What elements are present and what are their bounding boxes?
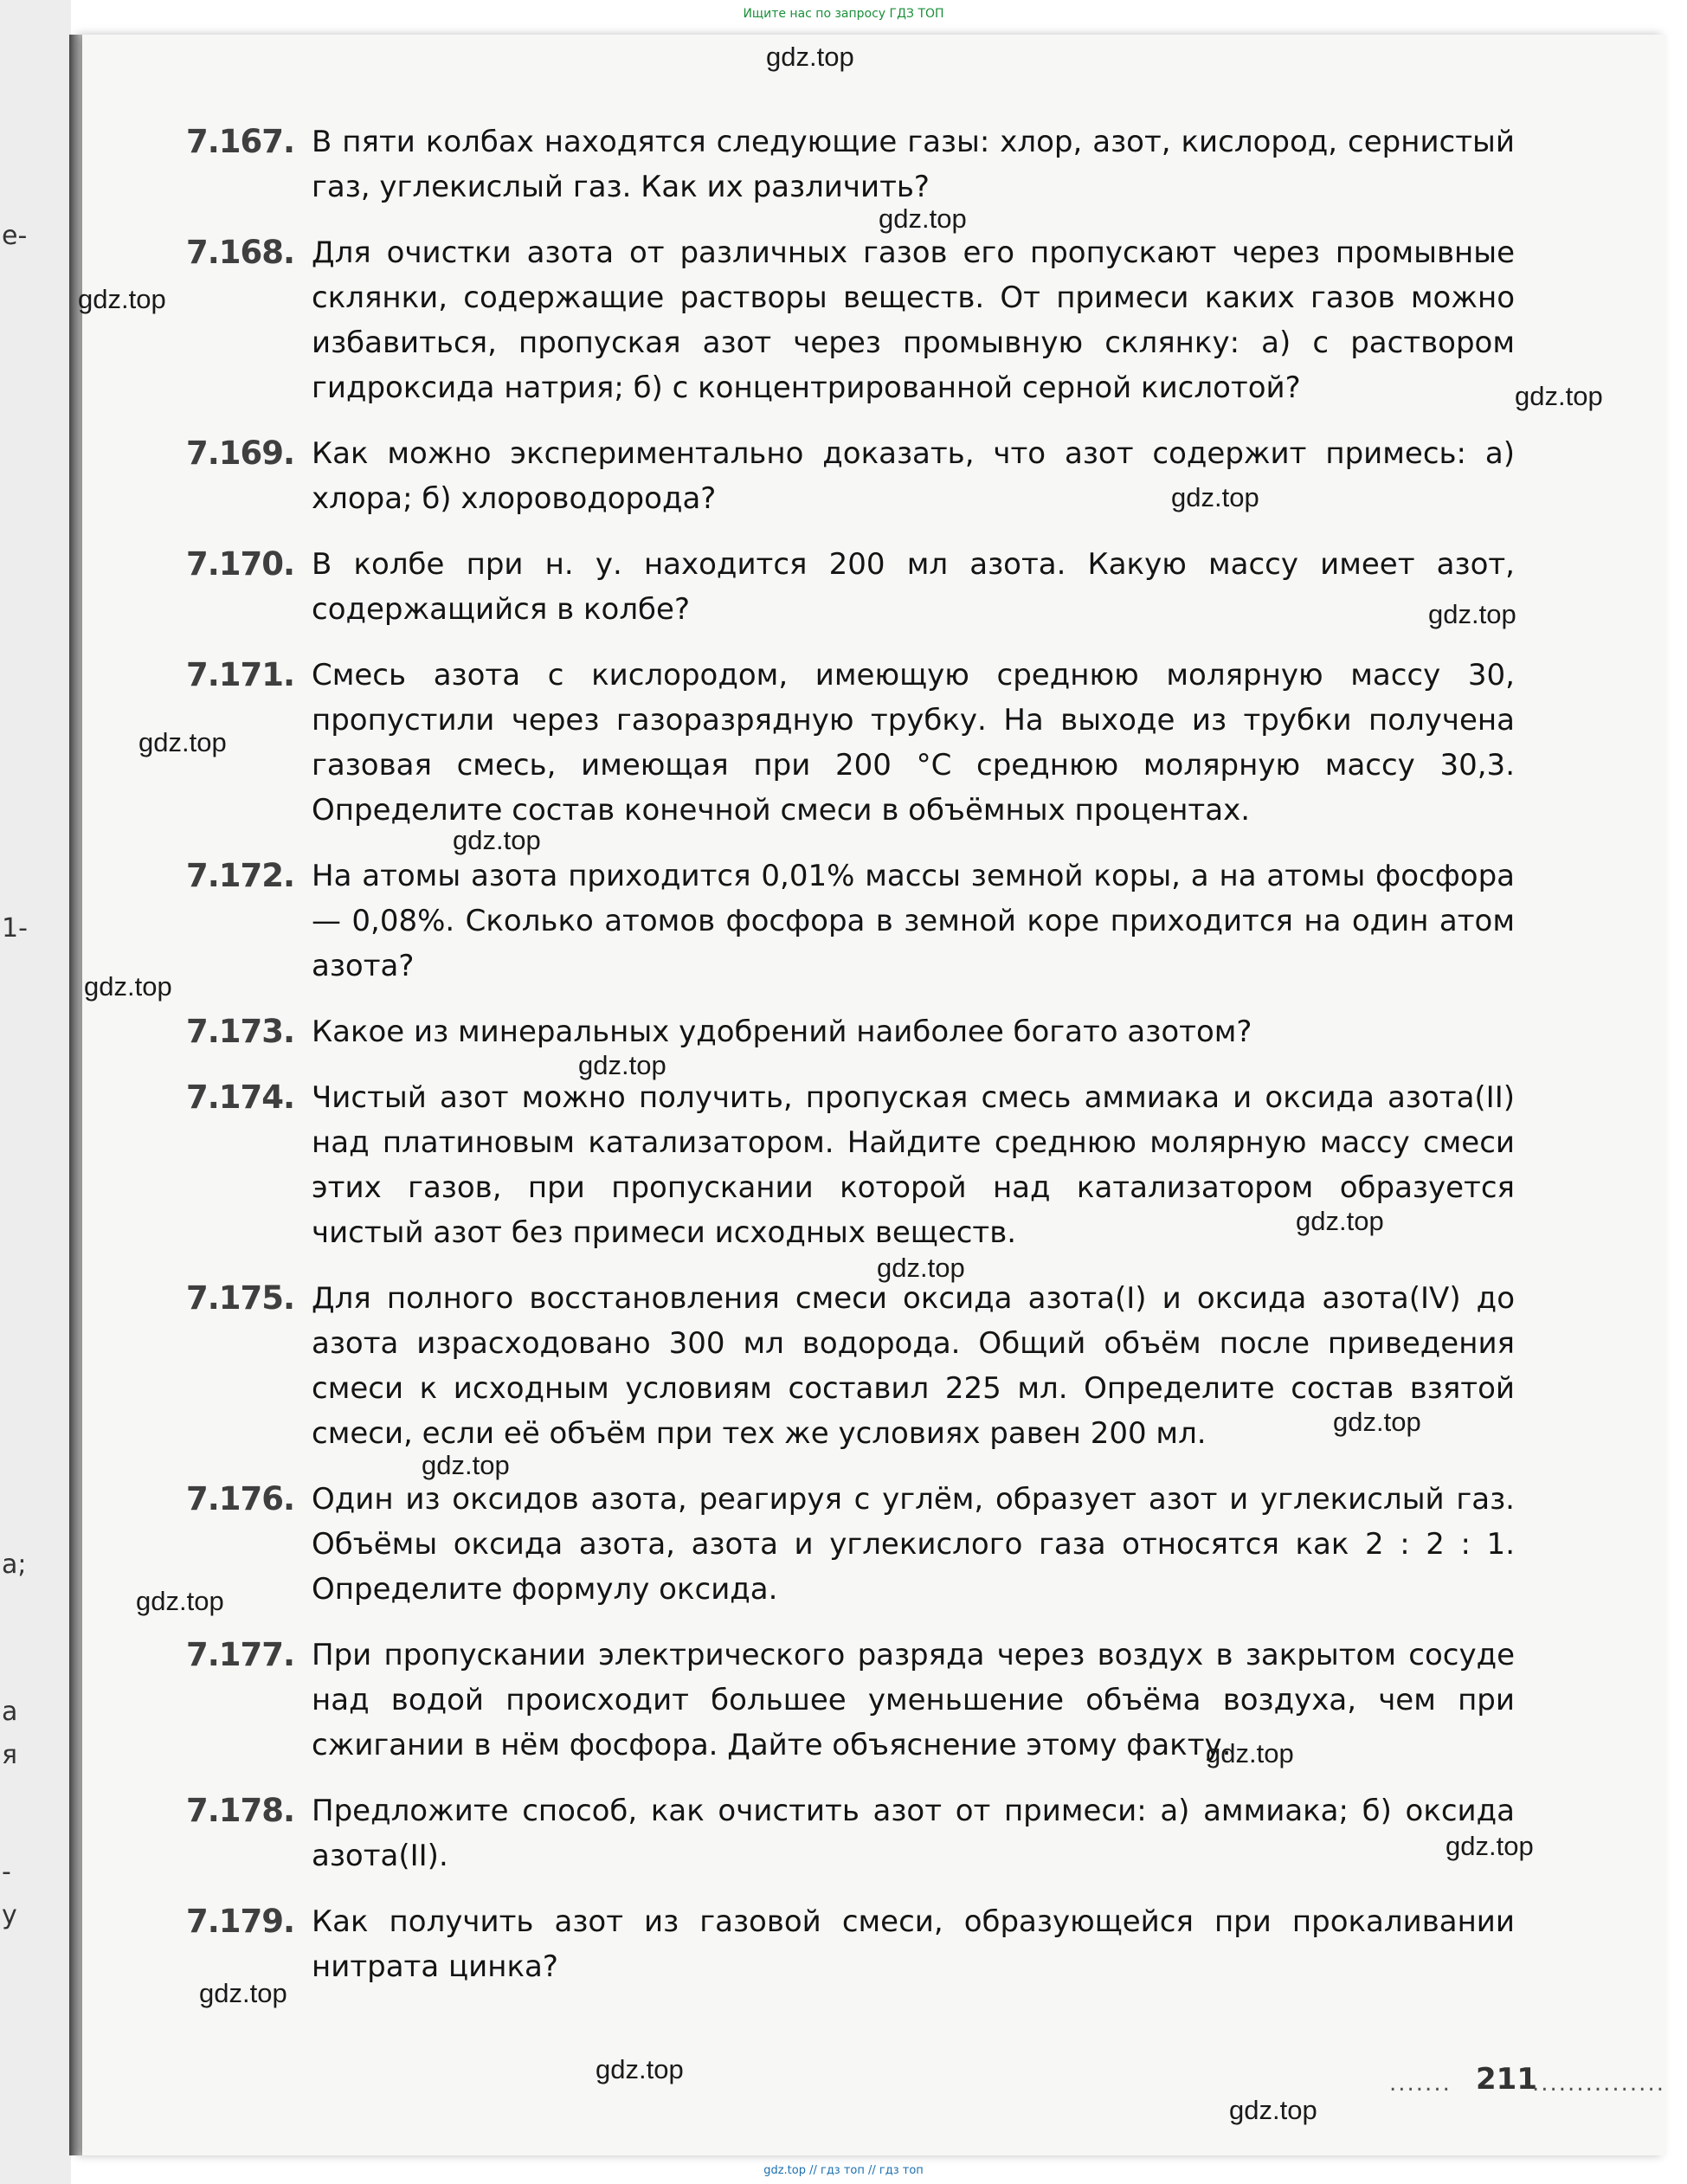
watermark: gdz.top xyxy=(1446,1831,1534,1861)
problem-text: В пяти колбах находятся следующие газы: хлор, азот, кислород, сернистый газ, углекислый газ. Как их различить? xyxy=(312,125,1515,204)
leader-dots: ............... xyxy=(1532,2071,1665,2097)
problem-number: 7.171. xyxy=(186,656,295,693)
watermark: gdz.top xyxy=(879,203,967,234)
watermark: gdz.top xyxy=(1333,1407,1421,1437)
watermark: gdz.top xyxy=(136,1586,224,1616)
problem-item xyxy=(186,1009,1515,1054)
problem-list xyxy=(186,119,1515,2010)
left-margin-fragment: а xyxy=(2,1697,18,1727)
problem-item xyxy=(186,119,1515,209)
watermark: gdz.top xyxy=(766,42,854,72)
problem-item xyxy=(186,230,1515,410)
problem-item xyxy=(186,854,1515,989)
problem-text: На атомы азота приходится 0,01% массы земной коры, а на атомы фосфора — 0,08%. Сколько атомов фосфора в земной коре приходится на один атом азота? xyxy=(312,859,1515,983)
watermark: gdz.top xyxy=(1428,599,1516,629)
problem-item xyxy=(186,542,1515,632)
problem-number: 7.173. xyxy=(186,1013,295,1050)
problem-number: 7.169. xyxy=(186,435,295,472)
footer-link[interactable]: gdz.top // гдз топ // гдз топ xyxy=(763,2164,924,2177)
left-margin-fragment: е- xyxy=(2,221,28,251)
watermark: gdz.top xyxy=(1206,1738,1294,1768)
watermark: gdz.top xyxy=(596,2054,684,2084)
problem-text: Как можно экспериментально доказать, что азот содержит примесь: а) хлора; б) хлороводорода? xyxy=(312,436,1515,516)
watermark: gdz.top xyxy=(578,1050,666,1080)
watermark: gdz.top xyxy=(1229,2095,1317,2125)
watermark: gdz.top xyxy=(138,727,227,757)
problem-item xyxy=(186,1477,1515,1612)
leader-dots: ....... xyxy=(1389,2071,1452,2097)
left-margin-fragment: я xyxy=(2,1740,18,1770)
problem-text: Один из оксидов азота, реагируя с углём, образует азот и углекислый газ. Объёмы оксида азота, азота и углекислого газа относятся как 2 : 2 : 1. Определите формулу оксида. xyxy=(312,1482,1515,1607)
watermark: gdz.top xyxy=(199,1978,287,2008)
problem-text: Смесь азота с кислородом, имеющую среднюю молярную массу 30, пропустили через газоразрядную трубку. На выходе из трубки получена газовая смесь, имеющая при 200 °С среднюю молярную массу 30,3. Определите состав конечной смеси в объёмных процентах. xyxy=(312,658,1515,828)
problem-item xyxy=(186,653,1515,833)
problem-number: 7.176. xyxy=(186,1480,295,1517)
page-number: 211 xyxy=(1476,2062,1537,2097)
watermark: gdz.top xyxy=(422,1450,510,1480)
left-margin-fragment: 1- xyxy=(2,913,28,944)
problem-item xyxy=(186,1633,1515,1768)
problem-text: Чистый азот можно получить, пропуская смесь аммиака и оксида азота(II) над платиновым катализатором. Найдите среднюю молярную массу смеси этих газов, при пропускании которой над катализатором образуется чистый азот без примеси исходных веществ. xyxy=(312,1080,1515,1250)
left-margin-fragment: - xyxy=(2,1857,11,1887)
problem-item xyxy=(186,431,1515,521)
problem-number: 7.178. xyxy=(186,1792,295,1829)
problem-text: Для полного восстановления смеси оксида азота(I) и оксида азота(IV) до азота израсходовано 300 мл водорода. Общий объём после приведения смеси к исходным условиям составил 225 мл. Определите состав взятой смеси, если её объём при тех же условиях равен 200 мл. xyxy=(312,1281,1515,1451)
problem-text: Как получить азот из газовой смеси, образующейся при прокаливании нитрата цинка? xyxy=(312,1904,1515,1984)
problem-text: Предложите способ, как очистить азот от примеси: а) аммиака; б) оксида азота(II). xyxy=(312,1794,1515,1873)
problem-number: 7.167. xyxy=(186,123,295,160)
problem-number: 7.175. xyxy=(186,1279,295,1317)
problem-number: 7.168. xyxy=(186,234,295,271)
problem-number: 7.172. xyxy=(186,857,295,894)
left-margin-fragment: у xyxy=(2,1900,17,1930)
watermark: gdz.top xyxy=(1515,381,1603,411)
problem-text: Для очистки азота от различных газов его пропускают через промывные склянки, содержащие растворы веществ. От примеси каких газов можно избавиться, пропуская азот через промывную склянку: а) с раствором гидроксида натрия; б) с концентрированной серной кислотой? xyxy=(312,235,1515,405)
problem-item xyxy=(186,1899,1515,1989)
problem-text: Какое из минеральных удобрений наиболее богато азотом? xyxy=(312,1015,1252,1049)
problem-number: 7.170. xyxy=(186,545,295,583)
watermark: gdz.top xyxy=(78,284,166,314)
watermark: gdz.top xyxy=(1171,482,1259,512)
problem-item xyxy=(186,1276,1515,1456)
problem-text: В колбе при н. у. находится 200 мл азота. Какую массу имеет азот, содержащийся в колбе? xyxy=(312,547,1515,627)
problem-number: 7.177. xyxy=(186,1636,295,1673)
watermark: gdz.top xyxy=(877,1253,965,1283)
problem-item xyxy=(186,1788,1515,1878)
problem-number: 7.179. xyxy=(186,1903,295,1940)
header-link[interactable]: Ищите нас по запросу ГДЗ ТОП xyxy=(743,7,944,21)
watermark: gdz.top xyxy=(1296,1206,1384,1236)
problem-text: При пропускании электрического разряда через воздух в закрытом сосуде над водой происходит большее уменьшение объёма воздуха, чем при сжигании в нём фосфора. Дайте объяснение этому факту. xyxy=(312,1638,1515,1762)
watermark: gdz.top xyxy=(453,825,541,855)
watermark: gdz.top xyxy=(84,971,172,1002)
problem-number: 7.174. xyxy=(186,1079,295,1116)
left-margin-fragment: а; xyxy=(2,1549,27,1580)
